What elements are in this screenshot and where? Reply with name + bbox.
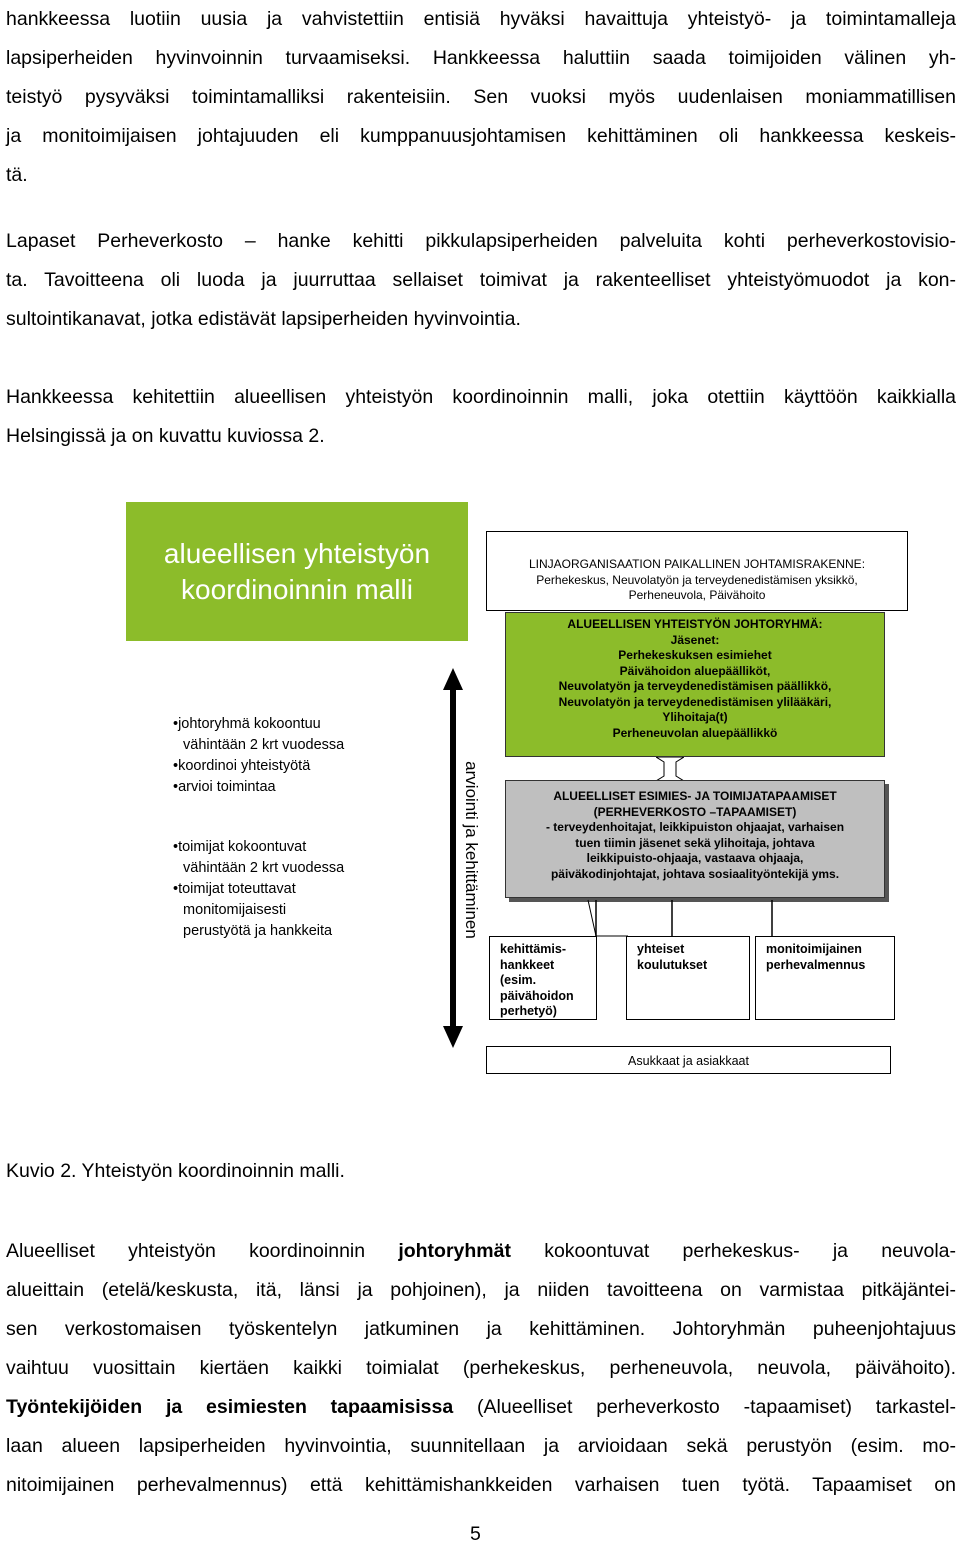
text-line: nitoimijainen perhevalmennus) että kehittämishankkeiden varhaisen tuen työtä. Tapaamiset on bbox=[6, 1474, 956, 1496]
box-line: yhteiset bbox=[637, 942, 685, 956]
box-line: Perhekeskuksen esimiehet bbox=[618, 648, 772, 662]
bullet-item: •johtoryhmä kokoontuu vähintään 2 krt vuodessa bbox=[173, 716, 345, 753]
bullet-item: •koordinoi yhteistyötä bbox=[173, 758, 311, 774]
text-line: sen verkostomaisen työskentelyn jatkuminen ja kehittäminen. Johtoryhmän puheenjohtajuus bbox=[6, 1318, 956, 1340]
diagram-title-line: koordinoinnin malli bbox=[181, 573, 413, 605]
text-line: laan alueen lapsiperheiden hyvinvointia, suunnitellaan ja arvioidaan sekä perustyön (esim. mo- bbox=[6, 1435, 956, 1457]
development-projects-box bbox=[489, 936, 597, 1020]
text-line: sultointikanavat, jotka edistävät lapsiperheiden hyvinvointia. bbox=[6, 308, 521, 330]
page-number: 5 bbox=[470, 1523, 481, 1545]
box-line: - terveydenhoitajat, leikkipuiston ohjaajat, varhaisen bbox=[545, 820, 845, 834]
box-line: perhevalmennus bbox=[766, 957, 866, 972]
text-line: Hankkeessa kehitettiin alueellisen yhteistyön koordinoinnin malli, joka otettiin käyttöön kaikkialla bbox=[6, 386, 956, 408]
joint-training-box bbox=[626, 936, 750, 1020]
box-line: perhetyö) bbox=[500, 1004, 557, 1018]
text-line: Alueelliset yhteistyön koordinoinnin johtoryhmät kokoontuvat perhekeskus- ja neuvola- bbox=[6, 1240, 956, 1262]
box-line: Perhekeskus, Neuvolatyön ja terveydenedistämisen yksikkö, bbox=[536, 572, 858, 587]
box-line: koulutukset bbox=[637, 957, 708, 972]
box-line: kehittämis- bbox=[500, 942, 566, 956]
box-line: päiväkodinjohtajat, johtava sosiaalityöntekijä yms. bbox=[550, 866, 840, 881]
box-line: päivähoidon bbox=[500, 988, 574, 1003]
text-line: ja monitoimijaisen johtajuuden eli kumppanuusjohtamisen kehittäminen oli hankkeessa keskeis- bbox=[6, 125, 956, 147]
box-line: Jäsenet: bbox=[670, 632, 720, 647]
text-line: teistyö pysyväksi toimintamalliksi rakenteisiin. Sen vuoksi myös uudenlaisen moniammatillisen bbox=[6, 86, 956, 108]
box-line: Asukkaat ja asiakkaat bbox=[628, 1054, 749, 1068]
text-line: ta. Tavoitteena oli luoda ja juurruttaa sellaiset toimivat ja rakenteelliset yhteistyömuodot ja kon- bbox=[6, 269, 956, 291]
bullet-item: •toimijat kokoontuvat vähintään 2 krt vuodessa bbox=[173, 839, 345, 876]
figure-caption: Kuvio 2. Yhteistyön koordinoinnin malli. bbox=[6, 1160, 345, 1182]
box-heading: ALUEELLISEN YHTEISTYÖN JOHTORYHMÄ: bbox=[567, 617, 823, 631]
bullet-item: •arvioi toimintaa bbox=[173, 779, 276, 795]
diagram-title-line: alueellisen yhteistyön bbox=[163, 537, 431, 569]
box-line: tuen tiimin jäsenet sekä ylihoitaja, johtava bbox=[575, 835, 815, 850]
box-line: Perheneuvolan aluepäällikkö bbox=[612, 725, 778, 740]
box-line: leikkipuisto-ohjaaja, vastaava ohjaaja, bbox=[586, 851, 804, 865]
text-line: Lapaset Perheverkosto – hanke kehitti pikkulapsiperheiden palveluita kohti perheverkostovisio- bbox=[6, 230, 956, 252]
box-line: (esim. bbox=[500, 973, 537, 987]
box-heading: LINJAORGANISAATION PAIKALLINEN JOHTAMISRAKENNE: bbox=[528, 557, 866, 571]
box-line: (PERHEVERKOSTO –TAPAAMISET) bbox=[593, 804, 797, 819]
text-line: Työntekijöiden ja esimiesten tapaamisissa (Alueelliset perheverkosto -tapaamiset) tarkastel- bbox=[6, 1396, 956, 1418]
paragraph-body bbox=[6, 1232, 956, 1505]
text-line: hankkeessa luotiin uusia ja vahvistettiin entisiä hyväksi havaittuja yhteistyö- ja toimintamalleja bbox=[6, 8, 956, 30]
box-line: Päivähoidon aluepäälliköt, bbox=[619, 663, 771, 678]
family-coaching-box bbox=[755, 936, 895, 1020]
box-line: Neuvolatyön ja terveydenedistämisen päällikkö, bbox=[558, 679, 832, 693]
box-heading: ALUEELLISET ESIMIES- JA TOIMIJATAPAAMISET bbox=[553, 789, 837, 803]
box-line: hankkeet bbox=[500, 957, 555, 972]
text-line: Helsingissä ja on kuvattu kuviossa 2. bbox=[6, 425, 325, 447]
box-line: Neuvolatyön ja terveydenedistämisen ylilääkäri, bbox=[558, 694, 832, 709]
arrow-label: arviointi ja kehittäminen bbox=[462, 761, 481, 939]
box-line: Perheneuvola, Päivähoito bbox=[628, 588, 766, 602]
box-line: monitoimijainen bbox=[766, 942, 862, 956]
text-line: vaihtuu vuosittain kiertäen kaikki toimialat (perhekeskus, perheneuvola, neuvola, päivähoito). bbox=[6, 1357, 956, 1379]
residents-box bbox=[486, 1046, 891, 1074]
box-line: Ylihoitaja(t) bbox=[662, 710, 728, 724]
text-line: lapsiperheiden hyvinvoinnin turvaamiseksi. Hankkeessa haluttiin saada toimijoiden välinen yh- bbox=[6, 47, 956, 69]
text-line: tä. bbox=[6, 164, 28, 186]
text-line: alueittain (etelä/keskusta, itä, länsi ja pohjoinen), ja niiden tavoitteena on varmistaa pitkäjäntei- bbox=[6, 1279, 956, 1301]
bullet-item: •toimijat toteuttavat monitomijaisesti perustyötä ja hankkeita bbox=[173, 881, 333, 939]
